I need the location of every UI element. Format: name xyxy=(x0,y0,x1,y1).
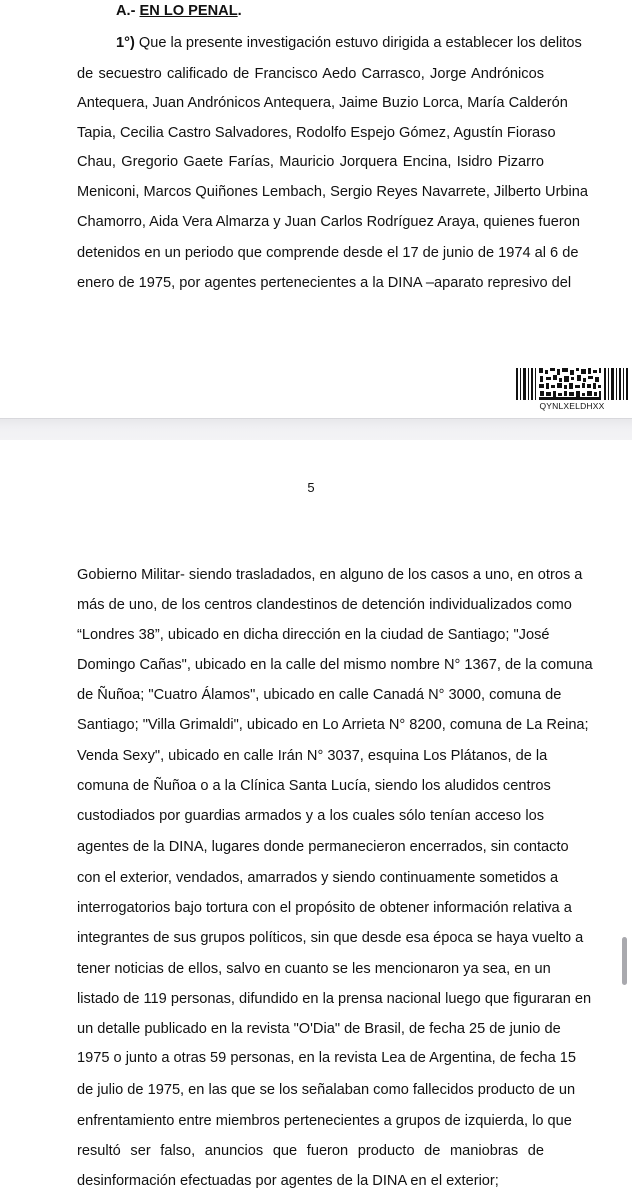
text-line: detenidos en un periodo que comprende desde el 17 de junio de 1974 al 6 de xyxy=(77,245,579,261)
text-line: más de uno, de los centros clandestinos de detención individualizados como xyxy=(77,597,572,613)
paragraph-first-line xyxy=(116,34,582,52)
text-line: Chau, Gregorio Gaete Farías, Mauricio Jorquera Encina, Isidro Pizarro xyxy=(77,154,544,170)
text-line: de Ñuñoa; "Cuatro Álamos", ubicado en calle Canadá N° 3000, comuna de xyxy=(77,687,562,703)
heading-suffix: . xyxy=(237,3,242,19)
text-line: de secuestro calificado de Francisco Aedo Carrasco, Jorge Andrónicos xyxy=(77,66,544,82)
text-line: agentes de la DINA, lugares donde permanecieron encerrados, sin contacto xyxy=(77,839,569,855)
text-line: de julio de 1975, en las que se los señalaban como fallecidos producto de un xyxy=(77,1082,576,1098)
text-line: Domingo Cañas", ubicado en la calle del mismo nombre N° 1367, de la comuna xyxy=(77,657,593,673)
barcode-code: QYNLXELDHXX xyxy=(539,401,605,411)
text-line: Tapia, Cecilia Castro Salvadores, Rodolfo Espejo Gómez, Agustín Fioraso xyxy=(77,125,556,141)
text-line: enero de 1975, por agentes pertenecientes a la DINA –aparato represivo del xyxy=(77,275,572,291)
paragraph-number: 1°) xyxy=(116,35,135,51)
text-line: enfrentamiento entre miembros pertenecientes a grupos de izquierda, lo que xyxy=(77,1113,572,1129)
text-line: Santiago; "Villa Grimaldi", ubicado en Lo Arrieta N° 8200, comuna de La Reina; xyxy=(77,717,589,733)
section-heading xyxy=(116,2,242,20)
text-line: Gobierno Militar- siendo trasladados, en alguno de los casos a uno, en otros a xyxy=(77,567,583,583)
text-line: 1975 o junto a otras 59 personas, en la revista Lea de Argentina, de fecha 15 xyxy=(77,1050,576,1066)
text-line: interrogatorios bajo tortura con el propósito de obtener información relativa a xyxy=(77,900,572,916)
text-line: Chamorro, Aida Vera Almarza y Juan Carlos Rodríguez Araya, quienes fueron xyxy=(77,214,580,230)
text-line: integrantes de sus grupos políticos, sin que desde esa época se haya vuelto a xyxy=(77,930,584,946)
text-line: resultó ser falso, anuncios que fueron producto de maniobras de xyxy=(77,1143,544,1159)
text-line: Meniconi, Marcos Quiñones Lembach, Sergio Reyes Navarrete, Jilberto Urbina xyxy=(77,184,589,200)
text-line: listado de 119 personas, difundido en la prensa nacional luego que figuraran en xyxy=(77,991,592,1007)
document-page-top xyxy=(0,0,632,422)
text-line: Antequera, Juan Andrónicos Antequera, Jaime Buzio Lorca, María Calderón xyxy=(77,95,568,111)
scrollbar-thumb[interactable] xyxy=(622,937,627,985)
text-line: comuna de Ñuñoa o a la Clínica Santa Lucía, siendo los aludidos centros xyxy=(77,778,551,794)
text-line: “Londres 38”, ubicado en dicha dirección en la ciudad de Santiago; "José xyxy=(77,627,550,643)
text-line: un detalle publicado en la revista "O'Dia" de Brasil, de fecha 25 de junio de xyxy=(77,1021,561,1037)
text-line: Venda Sexy", ubicado en calle Irán N° 3037, esquina Los Plátanos, de la xyxy=(77,748,548,764)
heading-title: EN LO PENAL xyxy=(139,3,238,19)
barcode-image xyxy=(516,368,628,400)
text-line: custodiados por guardias armados y a los cuales sólo tenían acceso los xyxy=(77,808,544,824)
text-line: con el exterior, vendados, amarrados y siendo continuamente sometidos a xyxy=(77,870,559,886)
text-line: tener noticias de ellos, salvo en cuanto se les mencionaron ya sea, en un xyxy=(77,961,551,977)
text-line: Que la presente investigación estuvo dirigida a establecer los delitos xyxy=(138,35,582,51)
text-line: desinformación efectuadas por agentes de la DINA en el exterior; xyxy=(77,1173,499,1189)
page-number: 5 xyxy=(307,480,315,495)
heading-prefix: A.- xyxy=(116,3,136,19)
